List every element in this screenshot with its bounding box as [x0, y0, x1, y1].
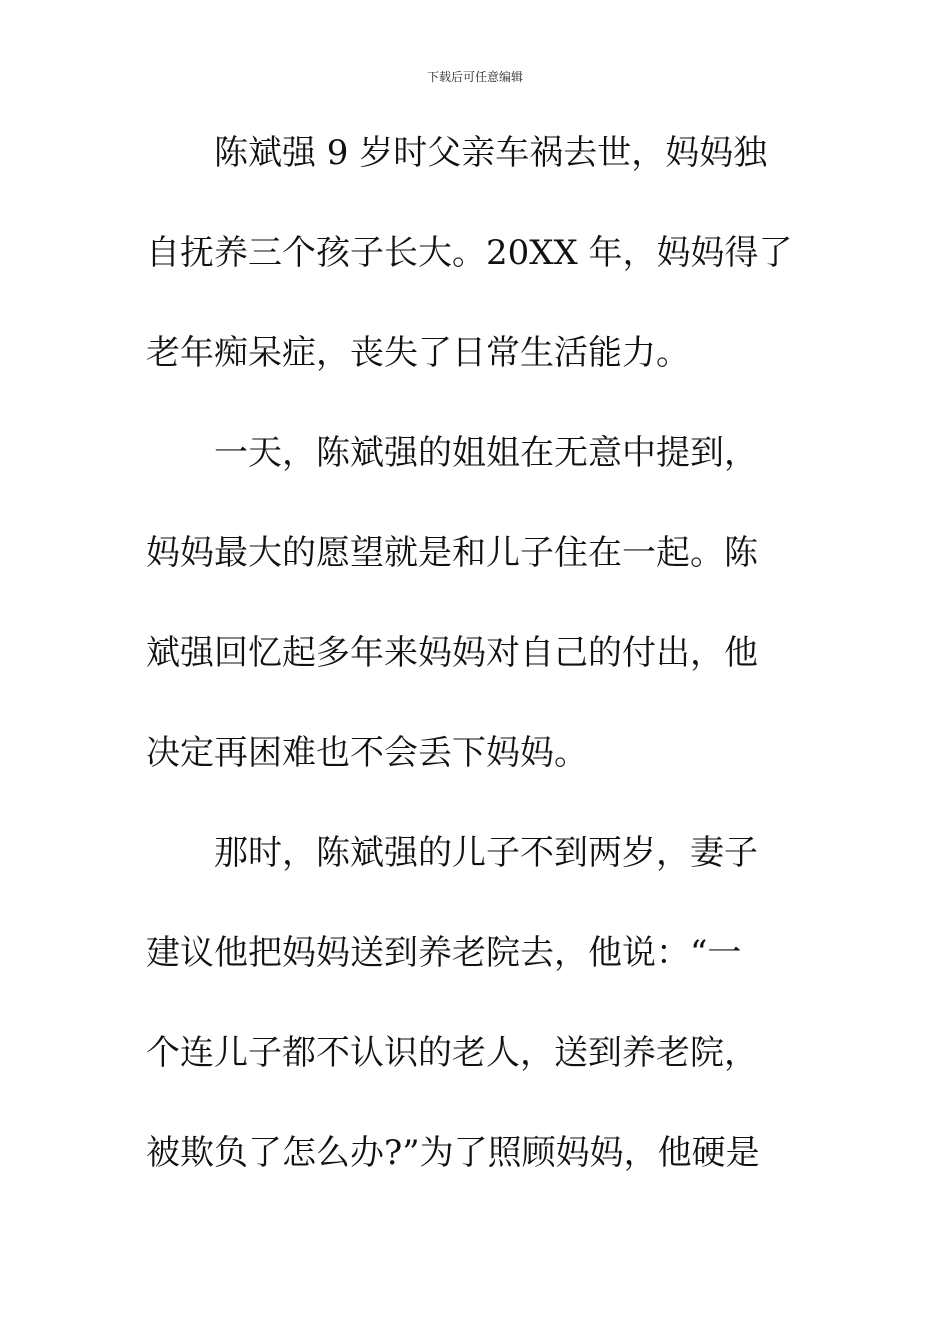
paragraph-3-line-2: 建议他把妈妈送到养老院去，他说：“一	[146, 933, 742, 973]
paragraph-2-line-4: 决定再困难也不会丢下妈妈。	[146, 733, 588, 773]
paragraph-2-line-3: 斌强回忆起多年来妈妈对自己的付出，他	[146, 633, 758, 673]
paragraph-1-line-2: 自抚养三个孩子长大。20XX 年，妈妈得了	[146, 233, 793, 273]
paragraph-1-line-1: 陈斌强 9 岁时父亲车祸去世，妈妈独	[214, 133, 768, 173]
paragraph-2-line-2: 妈妈最大的愿望就是和儿子住在一起。陈	[146, 533, 758, 573]
paragraph-1-line-3: 老年痴呆症，丧失了日常生活能力。	[146, 333, 690, 373]
header-note: 下载后可任意编辑	[426, 70, 523, 84]
paragraph-2-line-1: 一天，陈斌强的姐姐在无意中提到，	[214, 433, 758, 473]
paragraph-3-line-3: 个连儿子都不认识的老人，送到养老院，	[146, 1033, 758, 1073]
paragraph-3-line-4: 被欺负了怎么办?”为了照顾妈妈，他硬是	[146, 1133, 760, 1173]
paragraph-3-line-1: 那时，陈斌强的儿子不到两岁，妻子	[214, 833, 758, 873]
document-body	[146, 128, 806, 1228]
